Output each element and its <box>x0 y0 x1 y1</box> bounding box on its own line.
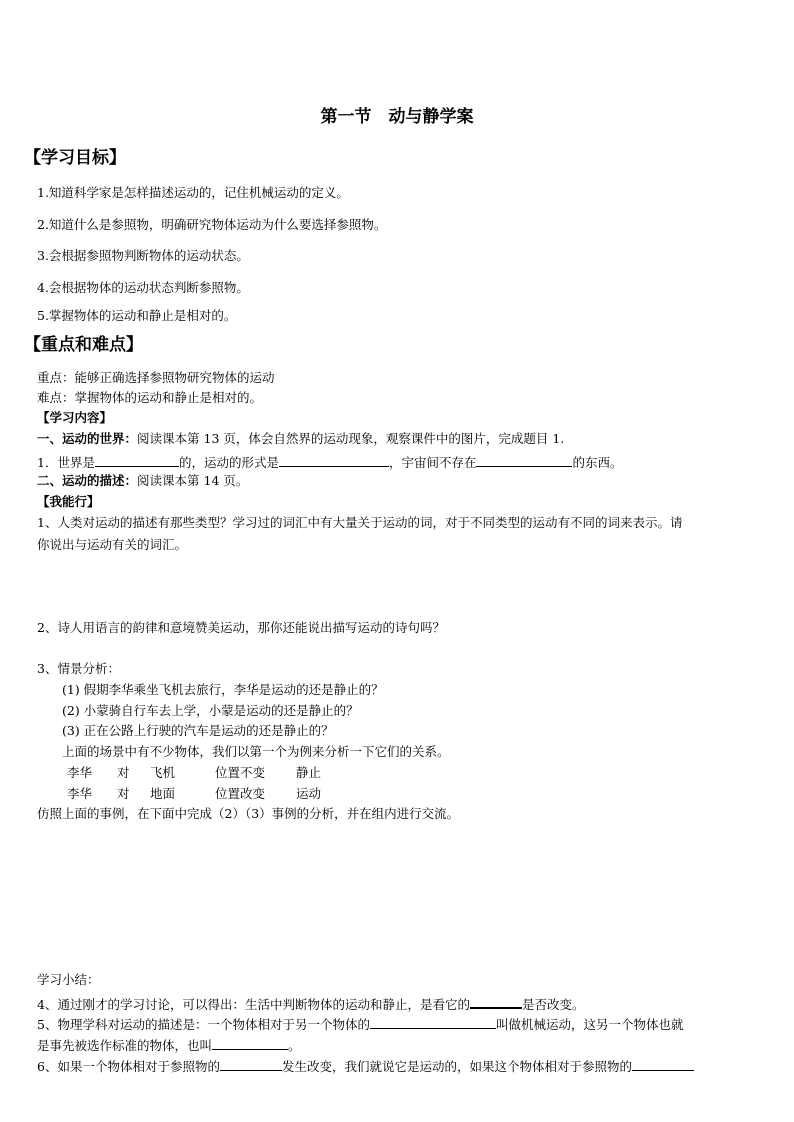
cell-position: 位置不变 <box>215 765 266 780</box>
cell-relation: 对 <box>117 786 130 801</box>
summary-6 <box>37 1058 694 1074</box>
part2-line <box>37 475 248 488</box>
q1-text-c: ，宇宙间不存在 <box>388 455 477 470</box>
s6-text-a: 6、如果一个物体相对于参照物的 <box>37 1059 220 1074</box>
q1-blank-2[interactable] <box>279 454 389 467</box>
section-heading-goals: 【学习目标】 <box>24 148 126 168</box>
s4-blank[interactable] <box>470 995 522 1009</box>
cell-reference: 地面 <box>150 786 176 801</box>
s4-text-a: 4、通过刚才的学习讨论，可以得出：生活中判断物体的运动和静止，是看它的 <box>37 997 470 1012</box>
goal-item-2: 2.知道什么是参照物，明确研究物体运动为什么要选择参照物。 <box>37 217 387 232</box>
s6-text-b: 发生改变，我们就说它是运动的，如果这个物体相对于参照物的 <box>281 1059 632 1074</box>
s6-blank-1[interactable] <box>220 1058 282 1071</box>
question-1 <box>37 454 623 470</box>
key-point: 重点：能够正确选择参照物研究物体的运动 <box>37 370 275 385</box>
part1-line <box>37 433 564 446</box>
scenario-note: 上面的场景中有不少物体，我们以第一个为例来分析一下它们的关系。 <box>62 744 450 759</box>
prompt-1-line-2: 你说出与运动有关的词汇。 <box>37 537 188 552</box>
q1-text-a: 1．世界是 <box>37 455 95 470</box>
goal-item-3: 3.会根据参照物判断物体的运动状态。 <box>37 248 249 263</box>
q1-text-d: 的东西。 <box>572 455 623 470</box>
cell-state: 静止 <box>296 765 322 780</box>
s4-text-b: 是否改变。 <box>521 997 585 1012</box>
q1-blank-3[interactable] <box>476 454 572 467</box>
s5-blank-1[interactable] <box>370 1016 496 1029</box>
s5-text-a: 5、物理学科对运动的描述是：一个物体相对于另一个物体的 <box>37 1017 370 1032</box>
summary-4 <box>37 995 584 1012</box>
q1-blank-1[interactable] <box>95 454 179 467</box>
q1-text-b: 的，运动的形式是 <box>178 455 279 470</box>
s5-text-d: 。 <box>288 1038 301 1053</box>
section-heading-content: 【学习内容】 <box>37 410 113 425</box>
cell-reference: 飞机 <box>150 765 176 780</box>
prompt-1-line-1: 1、人类对运动的描述有那些类型？学习过的词汇中有大量关于运动的词，对于不同类型的运动有不同的词来表示。请 <box>37 515 683 530</box>
goal-item-1: 1.知道科学家是怎样描述运动的，记住机械运动的定义。 <box>37 185 349 200</box>
cell-relation: 对 <box>117 765 130 780</box>
cell-state: 运动 <box>296 786 322 801</box>
prompt-3: 3、情景分析： <box>37 661 120 676</box>
summary-heading: 学习小结： <box>37 972 100 987</box>
difficult-point: 难点：掌握物体的运动和静止是相对的。 <box>37 390 263 405</box>
part2-heading: 二、运动的描述： <box>37 473 138 488</box>
cell-object: 李华 <box>67 765 93 780</box>
part2-text: 阅读课本第 14 页。 <box>137 473 249 488</box>
scenario-3: (3) 正在公路上行驶的汽车是运动的还是静止的？ <box>62 723 334 738</box>
analysis-task: 仿照上面的事例，在下面中完成（2）（3）事例的分析，并在组内进行交流。 <box>37 806 460 821</box>
goal-item-5: 5.掌握物体的运动和静止是相对的。 <box>37 308 237 323</box>
s6-blank-2[interactable] <box>632 1058 694 1071</box>
goal-item-4: 4.会根据物体的运动状态判断参照物。 <box>37 280 249 295</box>
s5-text-b: 叫做机械运动，这另一个物体也就 <box>495 1017 684 1032</box>
s5-blank-2[interactable] <box>212 1037 288 1050</box>
scenario-1: (1) 假期李华乘坐飞机去旅行，李华是运动的还是静止的？ <box>62 682 384 697</box>
scenario-2: (2) 小蒙骑自行车去上学，小蒙是运动的还是静止的？ <box>62 703 359 718</box>
page-title: 第一节 动与静学案 <box>320 107 474 127</box>
part1-text: 阅读课本第 13 页，体会自然界的运动现象，观察课件中的图片，完成题目 1. <box>137 431 565 446</box>
summary-5-line-2 <box>37 1037 301 1053</box>
cell-object: 李华 <box>67 786 93 801</box>
prompt-2: 2、诗人用语言的韵律和意境赞美运动，那你还能说出描写运动的诗句吗？ <box>37 620 445 635</box>
section-heading-key: 【重点和难点】 <box>24 335 143 355</box>
summary-5-line-1 <box>37 1016 683 1032</box>
cell-position: 位置改变 <box>215 786 266 801</box>
s5-text-c: 是事先被选作标准的物体，也叫 <box>37 1038 213 1053</box>
part1-heading: 一、运动的世界： <box>37 431 138 446</box>
section-heading-can: 【我能行】 <box>37 494 100 509</box>
